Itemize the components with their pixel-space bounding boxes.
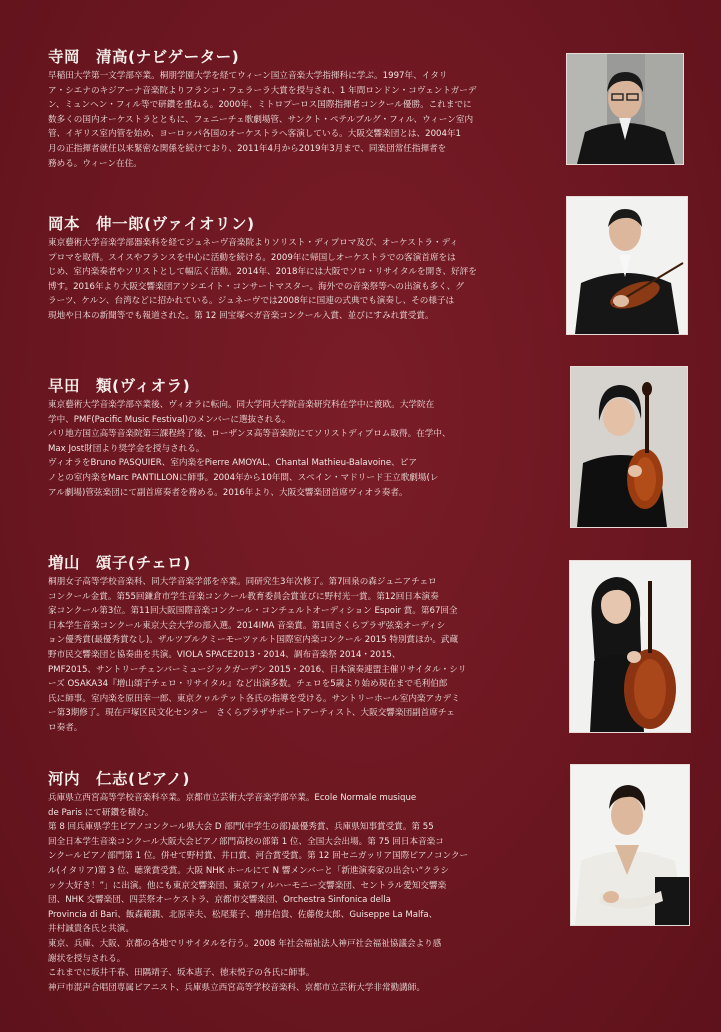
bio-line: 井村誠貴各氏と共演。 [48, 924, 134, 935]
bio-line: 早稲田大学第一文学部卒業。桐朋学園大学を経てウィーン国立音楽大学指揮科に学ぶ。1997年、イタリ [48, 71, 448, 81]
profile-name: 増山 頌子(チェロ) [48, 554, 191, 572]
bio-line: 桐朋女子高等学校音楽科、同大学音楽学部を卒業。同研究生3年次修了。第7回泉の森ジュニアチェロ [48, 577, 437, 587]
bio-line: 月の正指揮者就任以来緊密な関係を続けており、2011年4月から2019年3月まで、同楽団常任指揮者を [48, 143, 447, 154]
bio-line: 氏に師事。室内楽を原田幸一郎、東京クヮルテット各氏の指導を受ける。サントリーホール室内楽アカデミ [48, 693, 460, 704]
profile-bio [48, 575, 466, 736]
bio-line: Max Jost財団より奨学金を授与される。 [48, 443, 205, 454]
bio-line: ル(イタリア)第 3 位、聴衆賞受賞。大阪 NHK ホールにて N 響メンバーと「新進演奏家の出会い“クラシ [48, 865, 449, 876]
bio-line: 団、NHK 交響楽団、四芸祭オーケストラ、京都市交響楽団、Orchestra Sinfonica della [48, 895, 391, 906]
bio-line: これまでに坂井千春、田隅靖子、坂本恵子、徳末悦子の各氏に師事。 [48, 968, 315, 979]
violist-portrait-photo [570, 366, 688, 528]
bio-line: プロマを取得。スイスやフランスを中心に活動を続ける。2009年に帰国しオーケストラでの客演首席をは [48, 252, 456, 263]
bio-line: PMF2015、サントリーチェンバーミュージックガーデン 2015・2016、日本演奏連盟主催リサイタル・シリ [48, 664, 467, 675]
violinist-portrait-photo [566, 196, 688, 335]
bio-line: ラーツ、ケルン、台湾などに招かれている。ジュネーヴでは2008年に国連の式典でも演奏し、その様子は [48, 296, 455, 307]
bio-line: コンクール金賞。第55回鎌倉市学生音楽コンクール教育委員会賞並びに野村光一賞。第12回日本演奏 [48, 591, 439, 602]
bio-line: 現地や日本の新聞等でも報道された。第 12 回宝塚ベガ音楽コンクール入賞、並びにすみれ賞受賞。 [48, 310, 434, 321]
conductor-portrait-photo [566, 53, 684, 165]
bio-line: ン、ミュンヘン・フィル等で研鑽を重ねる。2000年、ミトロプーロス国際指揮者コンクール優勝。これまでに [48, 100, 472, 111]
bio-line: ヴィオラをBruno PASQUIER、室内楽をPierre AMOYAL、Chantal Mathieu-Balavoine、ピア [48, 458, 417, 469]
profile-name: 岡本 伸一郎(ヴァイオリン) [48, 215, 255, 233]
bio-line: 東京藝術大学音楽学部卒業後、ヴィオラに転向。同大学同大学院音楽研究科在学中に渡欧。大学院在 [48, 400, 435, 410]
bio-line: 謝状を授与される。 [48, 953, 126, 964]
bio-line: de Paris にて研鑽を積む。 [48, 807, 154, 818]
bio-line: ロ奏者。 [48, 722, 83, 733]
bio-line: 野市民交響楽団と協奏曲を共演。VIOLA SPACE2013・2014、調布音楽祭 2014・2015、 [48, 649, 401, 660]
bio-line: ア・シエナのキジアーナ音楽院よりフランコ・フェラーラ大賞を授与され、1 年間ロンドン・コヴェントガーデ [48, 85, 477, 96]
bio-line: 博す。2016年より大阪交響楽団アソシエイト・コンサートマスター。海外での音楽祭等への出演も多く、グ [48, 281, 464, 292]
bio-line: 神戸市混声合唱団専属ピアニスト、兵庫県立西宮高等学校音楽科、京都市立芸術大学非常勤講師。 [48, 982, 425, 993]
bio-line: ノとの室内楽をMarc PANTILLONに師事。2004年から10年間、スペイン・マドリード王立歌劇場(レ [48, 472, 439, 483]
bio-line: Provincia di Bari、飯森範親、北原幸夫、松尾葉子、増井信貴、佐藤俊太郎、Guiseppe La Malfa、 [48, 909, 438, 920]
bio-line: 日本学生音楽コンクール東京大会大学の部入選。2014IMA 音楽賞。第1回さくらプラザ弦楽オーディシ [48, 620, 446, 631]
bio-line: アル劇場)管弦楽団にて副首席奏者を務める。2016年より、大阪交響楽団首席ヴィオラ奏者。 [48, 487, 408, 498]
bio-line: 管、イギリス室内管を始め、ヨーロッパ各国のオーケストラへ客演している。大阪交響楽団とは、2004年1 [48, 129, 462, 140]
profile-bio [48, 69, 476, 171]
bio-line: 東京、兵庫、大阪、京都の各地でリサイタルを行う。2008 年社会福祉法人神戸社会福祉協議会より感 [48, 938, 442, 949]
profile-bio [48, 236, 477, 324]
cellist-portrait-photo [569, 560, 691, 733]
profile-name: 早田 類(ヴィオラ) [48, 377, 191, 395]
bio-line: 東京藝術大学音楽学部器楽科を経てジュネーヴ音楽院よりソリスト・ディプロマ及び、オーケストラ・ディ [48, 238, 459, 248]
bio-line: 回全日本学生音楽コンクール大阪大会ピアノ部門高校の部第 1 位、全国大会出場。第 75 回日本音楽コ [48, 836, 444, 847]
bio-line: 数多くの国内オーケストラとともに、フェニーチェ歌劇場管、サンクト・ペテルブルグ・フィル、ウィーン室内 [48, 114, 474, 125]
bio-line: 務める。ウィーン在住。 [48, 158, 142, 169]
profile-bio [48, 791, 468, 995]
profile-name: 寺岡 清高(ナビゲーター) [48, 48, 240, 66]
bio-line: ー第3期修了。現在戸塚区民文化センター さくらプラザサポートアーティスト、大阪交響楽団副首席チェ [48, 708, 455, 719]
pianist-portrait-photo [570, 764, 690, 926]
profile-name: 河内 仁志(ピアノ) [48, 770, 190, 788]
bio-line: 家コンクール第3位。第11回大阪国際音楽コンクール・コンチェルトオーディション Espoir 賞。第67回全 [48, 606, 458, 617]
bio-line: 第 8 回兵庫県学生ピアノコンクール県大会 D 部門(中学生の部)最優秀賞、兵庫県知事賞受賞。第 55 [48, 822, 434, 833]
bio-line: ーズ OSAKA34『増山頌子チェロ・リサイタル』など出演多数。チェロを5歳より始め現在まで毛利伯郎 [48, 679, 448, 690]
profile-bio [48, 398, 451, 500]
bio-line: ック大好き！”」に出演。他にも東京交響楽団、東京フィルハーモニー交響楽団、セントラル愛知交響楽 [48, 880, 447, 891]
bio-line: ョン優秀賞(最優秀賞なし)。ザルツブルクミーモーツァルト国際室内楽コンクール 2015 特別賞ほか。武蔵 [48, 635, 459, 646]
bio-line: じめ、室内楽奏者やソリストとして幅広く活動。2014年、2018年には大阪でソロ・リサイタルを開き、好評を [48, 267, 477, 278]
bio-line: 兵庫県立西宮高等学校音楽科卒業。京都市立芸術大学音楽学部卒業。Ecole Normale musique [48, 793, 417, 803]
bio-line: ンクールピアノ部門第 1 位。併せて野村賞、井口賞、河合賞受賞。第 12 回セニガッリア国際ピアノコンクー [48, 851, 469, 862]
bio-line: 学中、PMF(Pacific Music Festival)のメンバーに選抜される。 [48, 414, 291, 425]
bio-line: パリ地方国立高等音楽院第三課程終了後、ローザンヌ高等音楽院にてソリストディプロム取得。在学中、 [48, 429, 451, 440]
